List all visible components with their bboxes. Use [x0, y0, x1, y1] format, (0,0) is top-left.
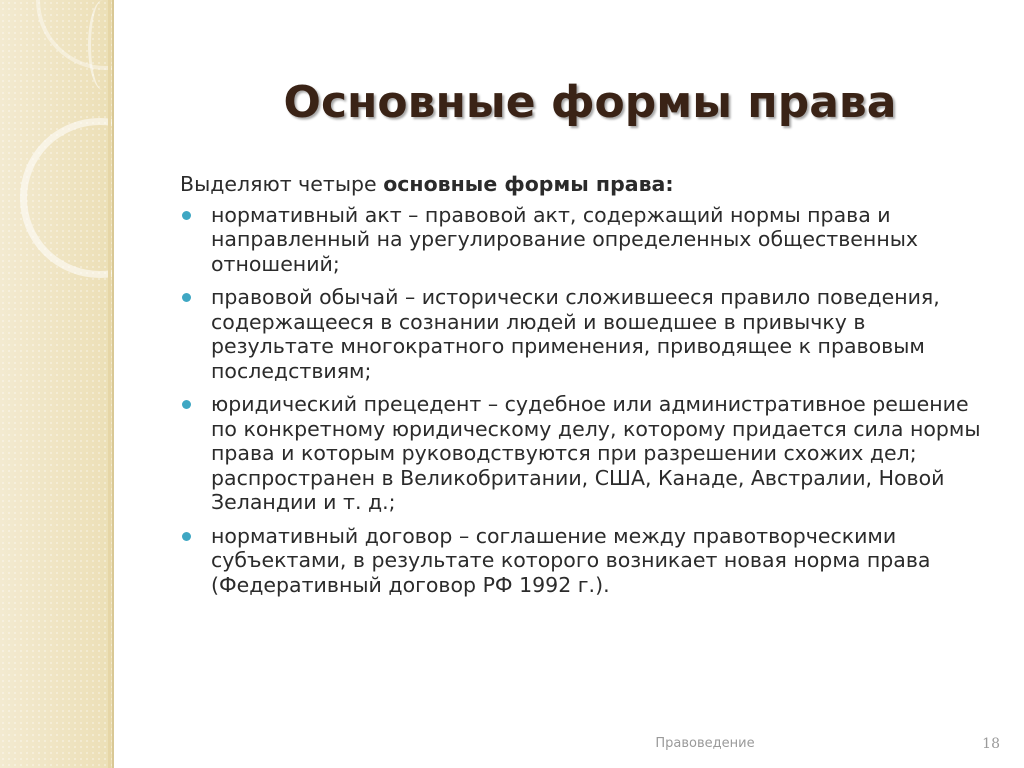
list-item-text: нормативный акт – правовой акт, содержащий нормы права и направленный на урегулирование определенных общественных отношений;: [211, 202, 919, 276]
slide-body: [180, 172, 990, 606]
list-item-text: юридический прецедент – судебное или административное решение по конкретному юридическому делу, которому придается сила нормы права и которым руководствуются при разрешении схожих дел; распространен в Великобритании, США, Канаде, Австралии, Новой Зеландии и т. д.;: [211, 392, 981, 514]
list-item: [180, 524, 990, 598]
slide-title: Основные формы права: [283, 77, 897, 128]
bullet-icon: [182, 293, 191, 302]
bullet-icon: [182, 532, 191, 541]
list-item: [180, 203, 990, 277]
intro-line: [180, 172, 990, 197]
decorative-circle: [20, 118, 114, 278]
intro-bold-text: основные формы права:: [383, 172, 674, 196]
intro-text: Выделяют четыре: [180, 172, 384, 196]
list-item: [180, 392, 990, 515]
bullet-list: [180, 203, 990, 598]
decorative-sidebar: [0, 0, 114, 768]
list-item-text: правовой обычай – исторически сложившееся правило поведения, содержащееся в сознании людей и вошедшее в привычку в результате многократного применения, приводящее к правовым последствиям;: [211, 285, 940, 383]
page-number: 18: [982, 736, 1000, 752]
list-item-text: нормативный договор – соглашение между правотворческими субъектами, в результате которого возникает новая норма права (Федеративный договор РФ 1992 г.).: [211, 523, 931, 597]
sidebar-stripe: [108, 0, 111, 768]
list-item: [180, 285, 990, 383]
bullet-icon: [182, 400, 191, 409]
bullet-icon: [182, 211, 191, 220]
footer-subject: Правоведение: [655, 736, 755, 751]
